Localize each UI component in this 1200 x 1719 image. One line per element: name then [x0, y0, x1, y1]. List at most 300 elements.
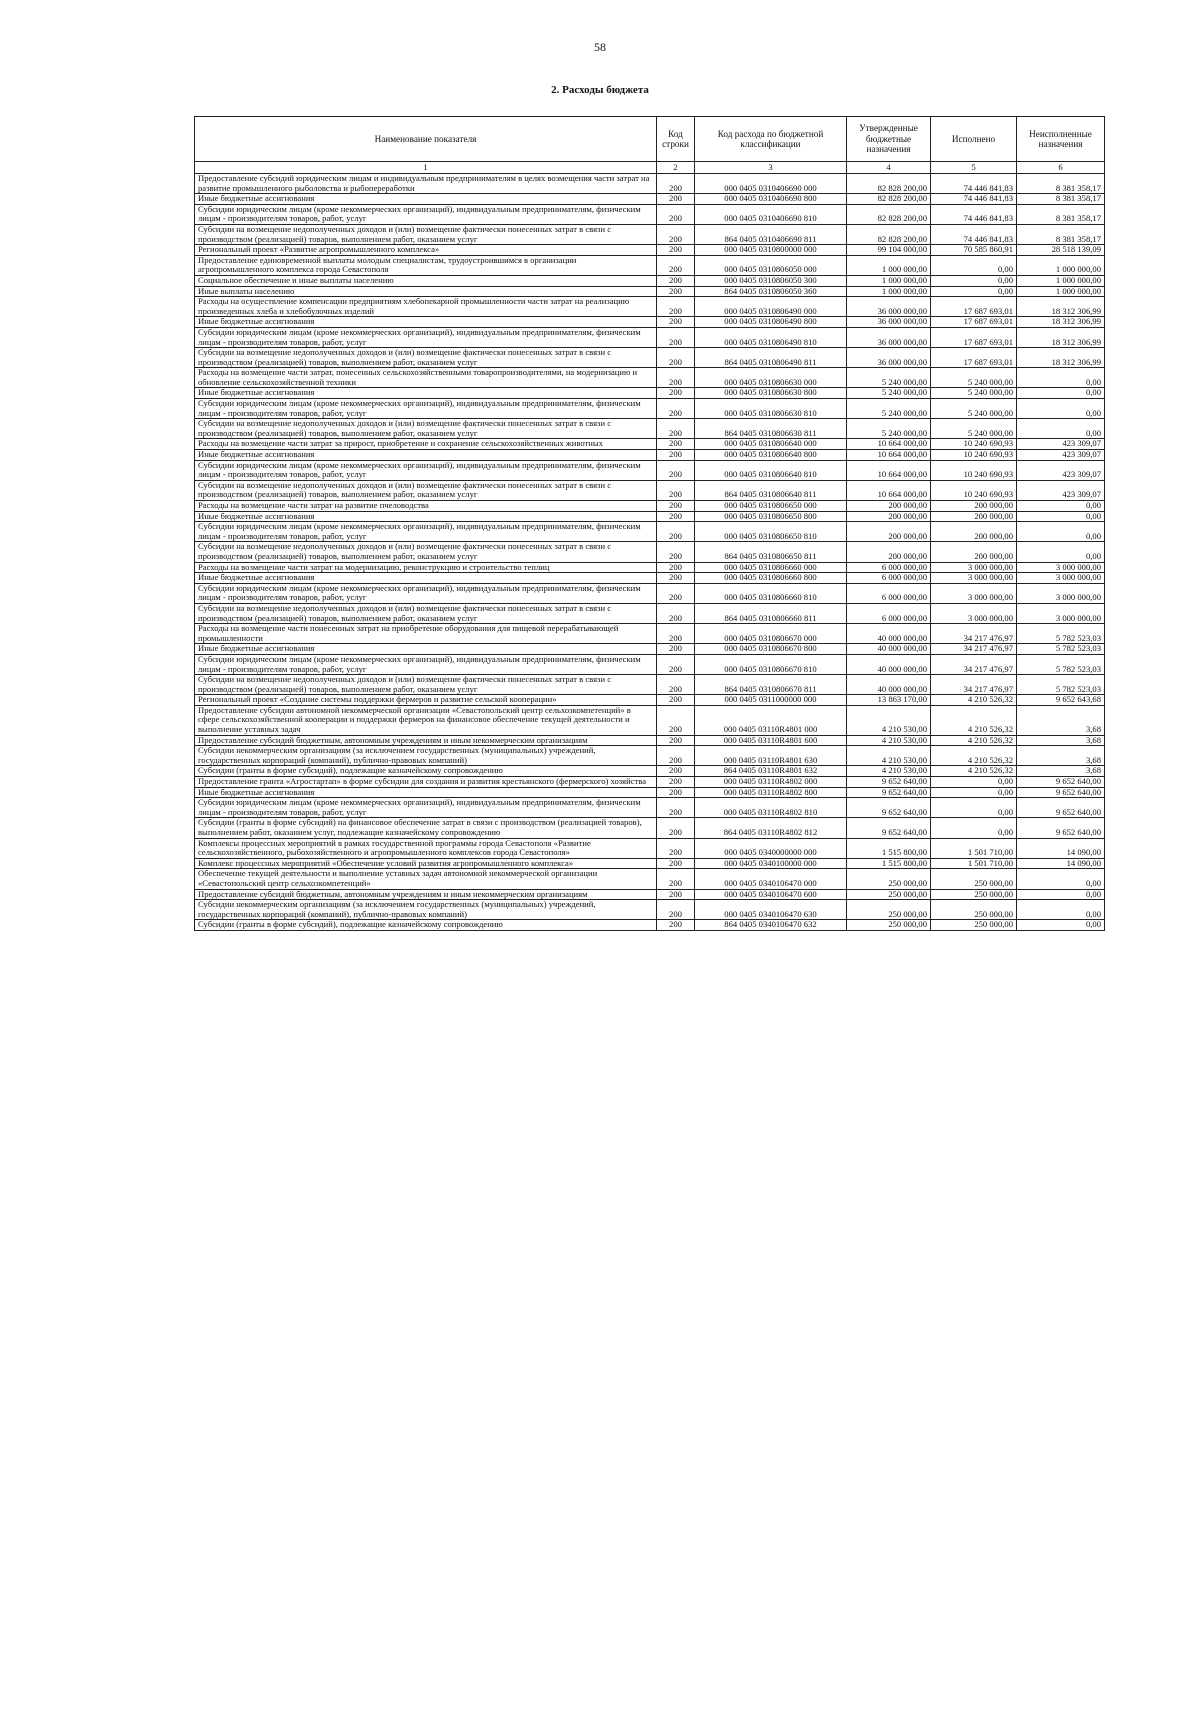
row-code: 200 — [657, 522, 695, 542]
table-row — [195, 900, 1105, 920]
row-classification: 000 0405 0311000000 000 — [695, 695, 847, 706]
row-name: Предоставление субсидий бюджетным, автономным учреждениям и иным некоммерческим организациям — [195, 735, 657, 746]
row-approved: 40 000 000,00 — [847, 675, 931, 695]
table-row — [195, 695, 1105, 706]
row-code: 200 — [657, 501, 695, 512]
header-code: Код строки — [657, 117, 695, 162]
row-approved: 200 000,00 — [847, 522, 931, 542]
row-code: 200 — [657, 419, 695, 439]
row-approved: 6 000 000,00 — [847, 583, 931, 603]
table-row — [195, 573, 1105, 584]
row-name: Субсидии юридическим лицам (кроме некоммерческих организаций), индивидуальным предпринимателям, физическим лицам - производителям товаров, работ, услуг — [195, 583, 657, 603]
row-approved: 10 664 000,00 — [847, 439, 931, 450]
row-approved: 4 210 530,00 — [847, 705, 931, 735]
row-code: 200 — [657, 275, 695, 286]
row-executed: 3 000 000,00 — [931, 583, 1017, 603]
table-row — [195, 450, 1105, 461]
row-code: 200 — [657, 194, 695, 205]
row-name: Расходы на возмещение части затрат на развитие пчеловодства — [195, 501, 657, 512]
row-name: Предоставление субсидий юридическим лицам и индивидуальным предпринимателям в целях возмещения части затрат на развитие промышленного рыболовства и рыбопереработки — [195, 174, 657, 194]
table-row — [195, 501, 1105, 512]
row-approved: 6 000 000,00 — [847, 562, 931, 573]
column-number: 1 — [195, 162, 657, 174]
table-row — [195, 624, 1105, 644]
row-classification: 000 0405 0310806490 810 — [695, 327, 847, 347]
row-executed: 10 240 690,93 — [931, 439, 1017, 450]
table-row — [195, 245, 1105, 256]
row-classification: 864 0405 0310406690 811 — [695, 224, 847, 244]
table-row — [195, 766, 1105, 777]
row-classification: 864 0405 0310806630 811 — [695, 419, 847, 439]
row-code: 200 — [657, 644, 695, 655]
row-classification: 864 0405 0310806650 811 — [695, 542, 847, 562]
row-executed: 0,00 — [931, 787, 1017, 798]
row-unexecuted: 423 309,07 — [1017, 439, 1105, 450]
row-approved: 9 652 640,00 — [847, 787, 931, 798]
row-classification: 000 0405 0340100000 000 — [695, 858, 847, 869]
row-approved: 5 240 000,00 — [847, 419, 931, 439]
row-classification: 000 0405 0310806490 000 — [695, 297, 847, 317]
row-name: Субсидии юридическим лицам (кроме некоммерческих организаций), индивидуальным предпринимателям, физическим лицам - производителям товаров, работ, услуг — [195, 798, 657, 818]
row-code: 200 — [657, 368, 695, 388]
row-unexecuted: 423 309,07 — [1017, 460, 1105, 480]
row-classification: 864 0405 0310806050 360 — [695, 286, 847, 297]
row-executed: 34 217 476,97 — [931, 675, 1017, 695]
row-executed: 74 446 841,83 — [931, 224, 1017, 244]
row-approved: 4 210 530,00 — [847, 735, 931, 746]
row-code: 200 — [657, 317, 695, 328]
row-classification: 000 0405 0310806650 810 — [695, 522, 847, 542]
row-executed: 200 000,00 — [931, 522, 1017, 542]
row-approved: 82 828 200,00 — [847, 174, 931, 194]
table-row — [195, 419, 1105, 439]
row-unexecuted: 18 312 306,99 — [1017, 297, 1105, 317]
table-row — [195, 644, 1105, 655]
row-unexecuted: 3,68 — [1017, 705, 1105, 735]
table-row — [195, 317, 1105, 328]
row-executed: 3 000 000,00 — [931, 562, 1017, 573]
row-unexecuted: 14 090,00 — [1017, 858, 1105, 869]
row-executed: 74 446 841,83 — [931, 174, 1017, 194]
row-name: Иные бюджетные ассигнования — [195, 194, 657, 205]
row-name: Субсидии юридическим лицам (кроме некоммерческих организаций), индивидуальным предпринимателям, физическим лицам - производителям товаров, работ, услуг — [195, 522, 657, 542]
row-executed: 0,00 — [931, 777, 1017, 788]
row-approved: 6 000 000,00 — [847, 603, 931, 623]
row-executed: 5 240 000,00 — [931, 388, 1017, 399]
row-approved: 1 515 800,00 — [847, 858, 931, 869]
row-approved: 1 000 000,00 — [847, 286, 931, 297]
row-code: 200 — [657, 542, 695, 562]
row-executed: 4 210 526,32 — [931, 735, 1017, 746]
row-code: 200 — [657, 735, 695, 746]
row-unexecuted: 0,00 — [1017, 900, 1105, 920]
row-classification: 000 0405 03110R4801 000 — [695, 705, 847, 735]
row-executed: 250 000,00 — [931, 869, 1017, 889]
row-classification: 000 0405 0310806630 800 — [695, 388, 847, 399]
table-row — [195, 735, 1105, 746]
row-unexecuted: 0,00 — [1017, 542, 1105, 562]
row-code: 200 — [657, 297, 695, 317]
row-executed: 17 687 693,01 — [931, 348, 1017, 368]
row-executed: 3 000 000,00 — [931, 573, 1017, 584]
row-approved: 250 000,00 — [847, 869, 931, 889]
table-row — [195, 327, 1105, 347]
row-classification: 000 0405 0310806660 800 — [695, 573, 847, 584]
row-approved: 1 000 000,00 — [847, 255, 931, 275]
row-classification: 000 0405 0310806050 000 — [695, 255, 847, 275]
row-classification: 864 0405 0310806660 811 — [695, 603, 847, 623]
row-unexecuted: 5 782 523,03 — [1017, 675, 1105, 695]
row-approved: 4 210 530,00 — [847, 766, 931, 777]
row-unexecuted: 8 381 358,17 — [1017, 174, 1105, 194]
row-executed: 3 000 000,00 — [931, 603, 1017, 623]
row-name: Предоставление единовременной выплаты молодым специалистам, трудоустроившимся в организации агропромышленного комплекса города Севастополя — [195, 255, 657, 275]
row-approved: 36 000 000,00 — [847, 317, 931, 328]
row-approved: 1 000 000,00 — [847, 275, 931, 286]
row-code: 200 — [657, 388, 695, 399]
table-row — [195, 798, 1105, 818]
row-approved: 1 515 800,00 — [847, 838, 931, 858]
row-executed: 10 240 690,93 — [931, 480, 1017, 500]
row-executed: 34 217 476,97 — [931, 624, 1017, 644]
row-executed: 17 687 693,01 — [931, 297, 1017, 317]
row-name: Иные выплаты населению — [195, 286, 657, 297]
table-row — [195, 920, 1105, 931]
row-classification: 864 0405 0310806670 811 — [695, 675, 847, 695]
table-row — [195, 174, 1105, 194]
row-name: Субсидии на возмещение недополученных доходов и (или) возмещение фактически понесенных затрат в связи с производством (реализацией) товаров, выполнением работ, оказанием услуг — [195, 603, 657, 623]
row-classification: 000 0405 0310806640 810 — [695, 460, 847, 480]
table-row — [195, 297, 1105, 317]
row-executed: 4 210 526,32 — [931, 705, 1017, 735]
table-row — [195, 675, 1105, 695]
row-classification: 000 0405 0310806650 000 — [695, 501, 847, 512]
row-code: 200 — [657, 624, 695, 644]
row-executed: 4 210 526,32 — [931, 746, 1017, 766]
table-row — [195, 746, 1105, 766]
row-unexecuted: 0,00 — [1017, 399, 1105, 419]
page-number: 58 — [594, 40, 606, 54]
row-name: Иные бюджетные ассигнования — [195, 573, 657, 584]
row-code: 200 — [657, 787, 695, 798]
row-classification: 000 0405 0310806660 000 — [695, 562, 847, 573]
row-unexecuted: 8 381 358,17 — [1017, 204, 1105, 224]
row-unexecuted: 1 000 000,00 — [1017, 255, 1105, 275]
row-executed: 0,00 — [931, 798, 1017, 818]
row-name: Комплексы процессных мероприятий в рамках государственной программы города Севастополя «Развитие сельскохозяйственного, рыбохозяйственного и агропромышленного комплексов города Севастополя» — [195, 838, 657, 858]
row-unexecuted: 3 000 000,00 — [1017, 562, 1105, 573]
row-code: 200 — [657, 858, 695, 869]
table-row — [195, 583, 1105, 603]
row-approved: 10 664 000,00 — [847, 480, 931, 500]
row-executed: 1 501 710,00 — [931, 858, 1017, 869]
budget-expenses-table — [194, 116, 1105, 931]
table-row — [195, 224, 1105, 244]
row-code: 200 — [657, 439, 695, 450]
table-row — [195, 460, 1105, 480]
row-classification: 000 0405 03110R4801 600 — [695, 735, 847, 746]
row-approved: 250 000,00 — [847, 920, 931, 931]
column-number-row — [195, 162, 1105, 174]
row-executed: 0,00 — [931, 255, 1017, 275]
table-row — [195, 204, 1105, 224]
row-name: Иные бюджетные ассигнования — [195, 787, 657, 798]
row-classification: 000 0405 03110R4802 810 — [695, 798, 847, 818]
row-code: 200 — [657, 869, 695, 889]
row-code: 200 — [657, 654, 695, 674]
header-name: Наименование показателя — [195, 117, 657, 162]
column-number: 2 — [657, 162, 695, 174]
row-executed: 10 240 690,93 — [931, 450, 1017, 461]
row-name: Субсидии юридическим лицам (кроме некоммерческих организаций), индивидуальным предпринимателям, физическим лицам - производителям товаров, работ, услуг — [195, 327, 657, 347]
row-name: Субсидии (гранты в форме субсидий) на финансовое обеспечение затрат в связи с производством (реализацией товаров), выполнением работ, оказанием услуг, подлежащие казначейскому сопровождению — [195, 818, 657, 838]
table-row — [195, 399, 1105, 419]
row-approved: 250 000,00 — [847, 889, 931, 900]
row-unexecuted: 3,68 — [1017, 746, 1105, 766]
table-row — [195, 286, 1105, 297]
row-executed: 70 585 860,91 — [931, 245, 1017, 256]
row-classification: 000 0405 0310806660 810 — [695, 583, 847, 603]
row-name: Региональный проект «Создание системы поддержки фермеров и развитие сельской кооперации» — [195, 695, 657, 706]
row-name: Обеспечение текущей деятельности и выполнение уставных задач автономной некоммерческой организации «Севастопольский центр сельхозкомпетенций» — [195, 869, 657, 889]
row-executed: 250 000,00 — [931, 920, 1017, 931]
row-unexecuted: 3,68 — [1017, 735, 1105, 746]
row-approved: 5 240 000,00 — [847, 399, 931, 419]
row-name: Субсидии на возмещение недополученных доходов и (или) возмещение фактически понесенных затрат в связи с производством (реализацией) товаров, выполнением работ, оказанием услуг — [195, 224, 657, 244]
row-code: 200 — [657, 838, 695, 858]
column-number: 6 — [1017, 162, 1105, 174]
row-approved: 36 000 000,00 — [847, 327, 931, 347]
table-row — [195, 858, 1105, 869]
row-classification: 864 0405 0310806490 811 — [695, 348, 847, 368]
table-row — [195, 388, 1105, 399]
row-code: 200 — [657, 920, 695, 931]
row-unexecuted: 0,00 — [1017, 522, 1105, 542]
row-unexecuted: 3 000 000,00 — [1017, 573, 1105, 584]
row-executed: 4 210 526,32 — [931, 695, 1017, 706]
row-executed: 74 446 841,83 — [931, 204, 1017, 224]
table-row — [195, 194, 1105, 205]
row-approved: 40 000 000,00 — [847, 624, 931, 644]
row-approved: 9 652 640,00 — [847, 798, 931, 818]
row-name: Расходы на возмещение части понесенных затрат на приобретение оборудования для пищевой перерабатывающей промышленности — [195, 624, 657, 644]
row-classification: 000 0405 0310806670 800 — [695, 644, 847, 655]
table-row — [195, 654, 1105, 674]
row-classification: 000 0405 0340106470 600 — [695, 889, 847, 900]
table-row — [195, 522, 1105, 542]
row-approved: 5 240 000,00 — [847, 368, 931, 388]
row-approved: 200 000,00 — [847, 511, 931, 522]
row-unexecuted: 0,00 — [1017, 889, 1105, 900]
row-name: Субсидии юридическим лицам (кроме некоммерческих организаций), индивидуальным предпринимателям, физическим лицам - производителям товаров, работ, услуг — [195, 654, 657, 674]
row-name: Предоставление гранта «Агростартап» в форме субсидии для создания и развития крестьянского (фермерского) хозяйства — [195, 777, 657, 788]
row-classification: 000 0405 0310806630 000 — [695, 368, 847, 388]
row-unexecuted: 9 652 640,00 — [1017, 777, 1105, 788]
row-name: Субсидии юридическим лицам (кроме некоммерческих организаций), индивидуальным предпринимателям, физическим лицам - производителям товаров, работ, услуг — [195, 399, 657, 419]
row-executed: 5 240 000,00 — [931, 368, 1017, 388]
header-classification: Код расхода по бюджетной классификации — [695, 117, 847, 162]
table-row — [195, 705, 1105, 735]
row-unexecuted: 5 782 523,03 — [1017, 624, 1105, 644]
row-unexecuted: 0,00 — [1017, 501, 1105, 512]
header-unexecuted: Неисполненные назначения — [1017, 117, 1105, 162]
row-unexecuted: 423 309,07 — [1017, 450, 1105, 461]
column-number: 3 — [695, 162, 847, 174]
table-row — [195, 869, 1105, 889]
row-classification: 000 0405 0310406690 800 — [695, 194, 847, 205]
row-code: 200 — [657, 480, 695, 500]
row-executed: 74 446 841,83 — [931, 194, 1017, 205]
row-code: 200 — [657, 174, 695, 194]
row-name: Расходы на возмещение части затрат за прирост, приобретение и сохранение сельскохозяйственных животных — [195, 439, 657, 450]
row-executed: 5 240 000,00 — [931, 419, 1017, 439]
row-code: 200 — [657, 695, 695, 706]
row-unexecuted: 9 652 643,68 — [1017, 695, 1105, 706]
row-name: Иные бюджетные ассигнования — [195, 644, 657, 655]
row-executed: 200 000,00 — [931, 501, 1017, 512]
row-name: Субсидии на возмещение недополученных доходов и (или) возмещение фактически понесенных затрат в связи с производством (реализацией) товаров, выполнением работ, оказанием услуг — [195, 542, 657, 562]
row-classification: 000 0405 0340000000 000 — [695, 838, 847, 858]
row-name: Субсидии на возмещение недополученных доходов и (или) возмещение фактически понесенных затрат в связи с производством (реализацией) товаров, выполнением работ, оказанием услуг — [195, 419, 657, 439]
row-name: Расходы на возмещение части затрат на модернизацию, реконструкцию и строительство теплиц — [195, 562, 657, 573]
row-approved: 36 000 000,00 — [847, 348, 931, 368]
row-classification: 000 0405 0340106470 000 — [695, 869, 847, 889]
row-code: 200 — [657, 705, 695, 735]
row-unexecuted: 3 000 000,00 — [1017, 603, 1105, 623]
table-row — [195, 255, 1105, 275]
table-row — [195, 603, 1105, 623]
table-row — [195, 889, 1105, 900]
table-row — [195, 511, 1105, 522]
row-approved: 5 240 000,00 — [847, 388, 931, 399]
row-executed: 10 240 690,93 — [931, 460, 1017, 480]
row-code: 200 — [657, 348, 695, 368]
header-approved: Утвержденные бюджетные назначения — [847, 117, 931, 162]
row-name: Субсидии на возмещение недополученных доходов и (или) возмещение фактически понесенных затрат в связи с производством (реализацией) товаров, выполнением работ, оказанием услуг — [195, 480, 657, 500]
row-approved: 82 828 200,00 — [847, 204, 931, 224]
table-row — [195, 777, 1105, 788]
row-code: 200 — [657, 327, 695, 347]
row-classification: 000 0405 0310806670 810 — [695, 654, 847, 674]
row-name: Иные бюджетные ассигнования — [195, 388, 657, 399]
row-code: 200 — [657, 245, 695, 256]
row-code: 200 — [657, 818, 695, 838]
row-code: 200 — [657, 511, 695, 522]
row-unexecuted: 9 652 640,00 — [1017, 798, 1105, 818]
row-unexecuted: 3 000 000,00 — [1017, 583, 1105, 603]
row-code: 200 — [657, 573, 695, 584]
row-approved: 200 000,00 — [847, 542, 931, 562]
row-code: 200 — [657, 603, 695, 623]
row-executed: 34 217 476,97 — [931, 654, 1017, 674]
row-unexecuted: 5 782 523,03 — [1017, 644, 1105, 655]
row-classification: 864 0405 03110R4802 812 — [695, 818, 847, 838]
row-approved: 4 210 530,00 — [847, 746, 931, 766]
table-row — [195, 818, 1105, 838]
row-classification: 864 0405 0340106470 632 — [695, 920, 847, 931]
row-unexecuted: 28 518 139,09 — [1017, 245, 1105, 256]
row-name: Субсидии (гранты в форме субсидий), подлежащие казначейскому сопровождению — [195, 920, 657, 931]
row-classification: 000 0405 0310406690 000 — [695, 174, 847, 194]
row-classification: 000 0405 0310806490 800 — [695, 317, 847, 328]
row-unexecuted: 18 312 306,99 — [1017, 348, 1105, 368]
row-name: Субсидии юридическим лицам (кроме некоммерческих организаций), индивидуальным предпринимателям, физическим лицам - производителям товаров, работ, услуг — [195, 460, 657, 480]
row-code: 200 — [657, 889, 695, 900]
row-classification: 000 0405 0310806640 000 — [695, 439, 847, 450]
row-approved: 9 652 640,00 — [847, 818, 931, 838]
row-approved: 99 104 000,00 — [847, 245, 931, 256]
row-executed: 4 210 526,32 — [931, 766, 1017, 777]
row-name: Социальное обеспечение и иные выплаты населению — [195, 275, 657, 286]
row-approved: 13 863 170,00 — [847, 695, 931, 706]
table-row — [195, 480, 1105, 500]
row-name: Иные бюджетные ассигнования — [195, 450, 657, 461]
table-row — [195, 787, 1105, 798]
row-approved: 82 828 200,00 — [847, 194, 931, 205]
row-name: Субсидии юридическим лицам (кроме некоммерческих организаций), индивидуальным предпринимателям, физическим лицам - производителям товаров, работ, услуг — [195, 204, 657, 224]
table-body — [195, 174, 1105, 931]
row-executed: 250 000,00 — [931, 889, 1017, 900]
row-unexecuted: 0,00 — [1017, 920, 1105, 931]
row-name: Иные бюджетные ассигнования — [195, 511, 657, 522]
row-classification: 000 0405 03110R4802 800 — [695, 787, 847, 798]
row-unexecuted: 0,00 — [1017, 869, 1105, 889]
row-classification: 000 0405 03110R4801 630 — [695, 746, 847, 766]
table-row — [195, 838, 1105, 858]
table-row — [195, 542, 1105, 562]
column-number: 5 — [931, 162, 1017, 174]
row-code: 200 — [657, 204, 695, 224]
table-row — [195, 348, 1105, 368]
row-unexecuted: 1 000 000,00 — [1017, 275, 1105, 286]
row-executed: 0,00 — [931, 286, 1017, 297]
row-code: 200 — [657, 255, 695, 275]
row-unexecuted: 0,00 — [1017, 388, 1105, 399]
row-approved: 250 000,00 — [847, 900, 931, 920]
row-executed: 17 687 693,01 — [931, 317, 1017, 328]
row-approved: 9 652 640,00 — [847, 777, 931, 788]
row-classification: 000 0405 0310800000 000 — [695, 245, 847, 256]
row-name: Расходы на осуществление компенсации предприятиям хлебопекарной промышленности части затрат на реализацию произведенных хлеба и хлебобулочных изделий — [195, 297, 657, 317]
row-name: Субсидии на возмещение недополученных доходов и (или) возмещение фактически понесенных затрат в связи с производством (реализацией) товаров, выполнением работ, оказанием услуг — [195, 348, 657, 368]
row-approved: 82 828 200,00 — [847, 224, 931, 244]
row-executed: 34 217 476,97 — [931, 644, 1017, 655]
row-code: 200 — [657, 798, 695, 818]
header-executed: Исполнено — [931, 117, 1017, 162]
table-row — [195, 275, 1105, 286]
table-row — [195, 368, 1105, 388]
row-unexecuted: 0,00 — [1017, 419, 1105, 439]
row-code: 200 — [657, 777, 695, 788]
table-row — [195, 562, 1105, 573]
row-name: Субсидии на возмещение недополученных доходов и (или) возмещение фактически понесенных затрат в связи с производством (реализацией) товаров, выполнением работ, оказанием услуг — [195, 675, 657, 695]
row-executed: 0,00 — [931, 818, 1017, 838]
row-code: 200 — [657, 746, 695, 766]
row-unexecuted: 9 652 640,00 — [1017, 787, 1105, 798]
row-classification: 864 0405 03110R4801 632 — [695, 766, 847, 777]
row-classification: 000 0405 03110R4802 000 — [695, 777, 847, 788]
table-row — [195, 439, 1105, 450]
row-unexecuted: 8 381 358,17 — [1017, 194, 1105, 205]
row-executed: 200 000,00 — [931, 511, 1017, 522]
row-unexecuted: 9 652 640,00 — [1017, 818, 1105, 838]
row-classification: 000 0405 0310806640 800 — [695, 450, 847, 461]
row-approved: 200 000,00 — [847, 501, 931, 512]
row-code: 200 — [657, 675, 695, 695]
row-unexecuted: 14 090,00 — [1017, 838, 1105, 858]
row-approved: 10 664 000,00 — [847, 460, 931, 480]
row-executed: 1 501 710,00 — [931, 838, 1017, 858]
